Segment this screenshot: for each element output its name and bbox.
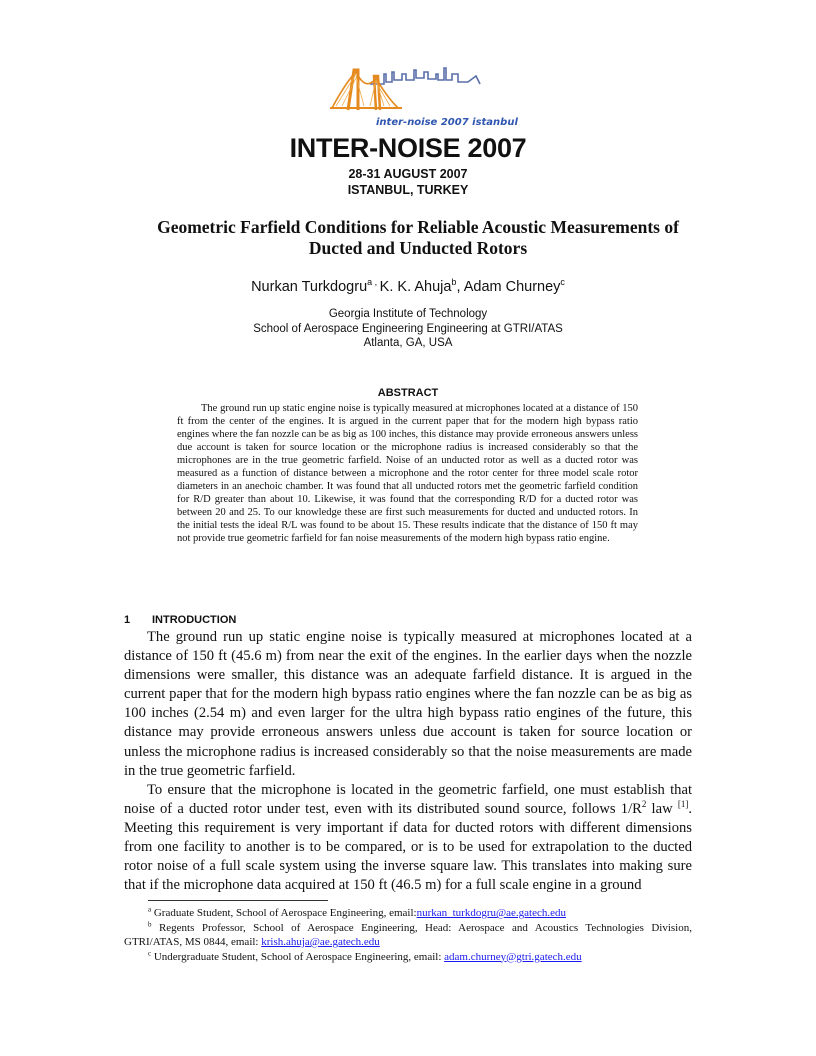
section-number: 1 xyxy=(124,614,131,626)
author-mark: a xyxy=(367,277,373,287)
logo-text: inter-noise 2007 istanbul xyxy=(376,117,518,128)
conference-title: INTER-NOISE 2007 xyxy=(289,133,527,163)
abstract-text: The ground run up static engine noise is typically measured at microphones located at a distance of 150 ft from the center of the engines. It is argued in the current paper that for the modern high bypass ratio engines where the fan nozzle can be as big as 100 inches, this distance may provide erroneous answers unless due account is taken for source location or the microphone radius is increased considerably so that the microphones are in the true geometric farfield. Noise of an unducted rotor as well as a ducted rotor was measured as a function of distance between a microphone and the rotor center for three model scale rotor diameters in an anechoic chamber. It was found that all unducted rotors met the geometric farfield condition for R/D greater than about 10. Likewise, it was found that the corresponding R/D for a ducted rotor was between 20 and 25. To our knowledge these are first such measurements for ducted and unducted rotors. In the initial tests the ideal R/L was found to be about 15. These results indicate that the distance of 150 ft may not provide true geometric farfield for fan noise measurements of the modern high bypass ratio engine. xyxy=(177,403,638,545)
conference-dates: 28-31 AUGUST 2007 xyxy=(348,167,468,181)
conference-location: ISTANBUL, TURKEY xyxy=(347,183,469,197)
author-list: Nurkan Turkdogru$^a$ , K. K. Ahuja$^b$, Adam Churney$^c$ xyxy=(251,277,565,295)
footnote-divider xyxy=(148,900,328,901)
conference-logo xyxy=(328,62,518,130)
affiliation-institute: Georgia Institute of Technology xyxy=(328,308,488,320)
introduction-body xyxy=(124,628,692,895)
affiliation-school: School of Aerospace Engineering Engineering at GTRI/ATAS xyxy=(253,322,563,335)
author-name: Nurkan Turkdogru xyxy=(251,278,368,295)
footnotes xyxy=(124,906,692,964)
email-link[interactable]: nurkan_turkdogru@ae.gatech.edu xyxy=(416,907,566,919)
abstract-heading: ABSTRACT xyxy=(377,387,439,399)
author-mark: c xyxy=(560,277,565,287)
abstract-body xyxy=(177,402,638,546)
paper-title-line1: Geometric Farfield Conditions for Reliable Acoustic Measurements of xyxy=(157,217,679,237)
email-link[interactable]: krish.ahuja@ae.gatech.edu xyxy=(261,936,380,948)
email-link[interactable]: adam.churney@gtri.gatech.edu xyxy=(444,950,582,963)
footnote: $^a$ Graduate Student, School of Aerospace Engineering, email:nurkan_turkdogru@ae.gatech.edu xyxy=(148,905,566,919)
footnote: $^b$ Regents Professor, School of Aerospace Engineering, Head: Aerospace and Acoustics Technologies Division, GTRI/ATAS, MS 0844, email: krish.ahuja@ae.gatech.edu xyxy=(124,919,692,948)
paper-title-line2: Ducted and Unducted Rotors xyxy=(308,238,528,258)
footnote: $^c$ Undergraduate Student, School of Aerospace Engineering, email: adam.churney@gtri.gatech.edu xyxy=(148,948,582,963)
paragraph: To ensure that the microphone is located in the geometric farfield, one must establish that noise of a ducted rotor under test, even with its distributed sound source, follows $1/R^2$ law [1]. Meeting this requirement is very important if data for ducted rotors with different dimensions from one facility to another is to be compared, or is to be used for extrapolation to the ducted rotor noise of a full scale system using the inverse square law. This translates into making sure that if the microphone data acquired at 150 ft (46.5 m) for a full scale engine in a ground xyxy=(124,781,692,894)
author-name: K. K. Ahuja xyxy=(379,278,452,295)
section-title: INTRODUCTION xyxy=(152,614,237,626)
citation-ref[interactable]: [1] xyxy=(677,798,689,809)
paragraph: The ground run up static engine noise is typically measured at microphones located at a distance of 150 ft (45.6 m) from near the exit of the engines. In the earlier days when the nozzle dimensions were smaller, this distance was an adequate farfield distance. It is argued in the current paper that for the modern high bypass ratio engines where the fan nozzle can be as big as 100 inches (2.54 m) and even larger for the ultra high bypass ratio engines of the future, this distance may provide erroneous answers unless due account is taken for source location or unless the microphone radius is increased considerably so that the noise measurements are made in the true geometric farfield. xyxy=(124,629,692,779)
paper-title xyxy=(140,217,696,259)
affiliation xyxy=(0,307,816,351)
section-heading xyxy=(124,614,236,626)
bridge-skyline-icon xyxy=(328,62,518,130)
author-mark: b xyxy=(451,277,457,287)
author-name: Adam Churney xyxy=(463,278,561,295)
affiliation-city: Atlanta, GA, USA xyxy=(363,337,453,349)
